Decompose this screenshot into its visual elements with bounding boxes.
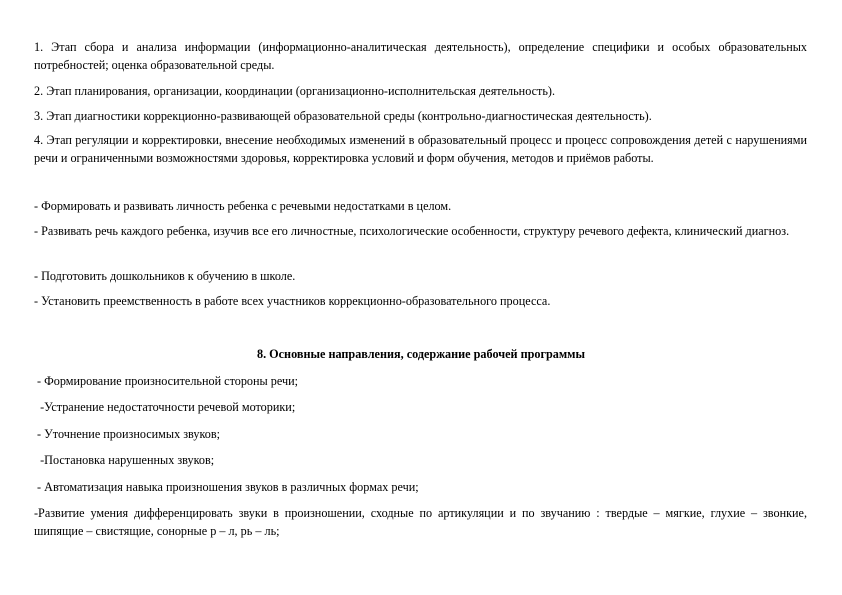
stage-2-paragraph: 2. Этап планирования, организации, координации (организационно-исполнительская деятельность).: [34, 84, 555, 98]
stage-1-paragraph: 1. Этап сбора и анализа информации (информационно-аналитическая деятельность), определение специфики и особых образовательных потребностей; оценка образовательной среды.: [34, 40, 807, 72]
task-3-item: - Подготовить дошкольников к обучению в школе.: [34, 269, 296, 283]
task-4-item: - Установить преемственность в работе всех участников коррекционно-образовательного процесса.: [34, 294, 551, 308]
stage-4-paragraph: 4. Этап регуляции и корректировки, внесение необходимых изменений в образовательный процесс и процесс сопровождения детей с нарушениями речи и ограниченными возможностями здоровья, корректировка условий и форм обучения, методов и приёмов работы.: [34, 133, 807, 165]
direction-3-item: - Уточнение произносимых звуков;: [34, 427, 221, 441]
direction-6-item: -Развитие умения дифференцировать звуки в произношении, сходные по артикуляции и по звучанию : твердые – мягкие, глухие – звонкие, шипящие – свистящие, сонорные р – л, рь – ль;: [34, 506, 807, 538]
direction-5-item: - Автоматизация навыка произношения звуков в различных формах речи;: [34, 480, 419, 494]
direction-2-item: -Устранение недостаточности речевой моторики;: [34, 400, 296, 414]
direction-1-item: - Формирование произносительной стороны речи;: [34, 374, 299, 388]
stage-3-paragraph: 3. Этап диагностики коррекционно-развивающей образовательной среды (контрольно-диагностическая деятельность).: [34, 109, 652, 123]
task-2-item: - Развивать речь каждого ребенка, изучив все его личностные, психологические особенности, структуру речевого дефекта, клинический диагноз.: [34, 224, 790, 238]
direction-4-item: -Постановка нарушенных звуков;: [34, 453, 215, 467]
task-1-item: - Формировать и развивать личность ребенка с речевыми недостатками в целом.: [34, 199, 452, 213]
section-title: 8. Основные направления, содержание рабочей программы: [256, 347, 585, 361]
